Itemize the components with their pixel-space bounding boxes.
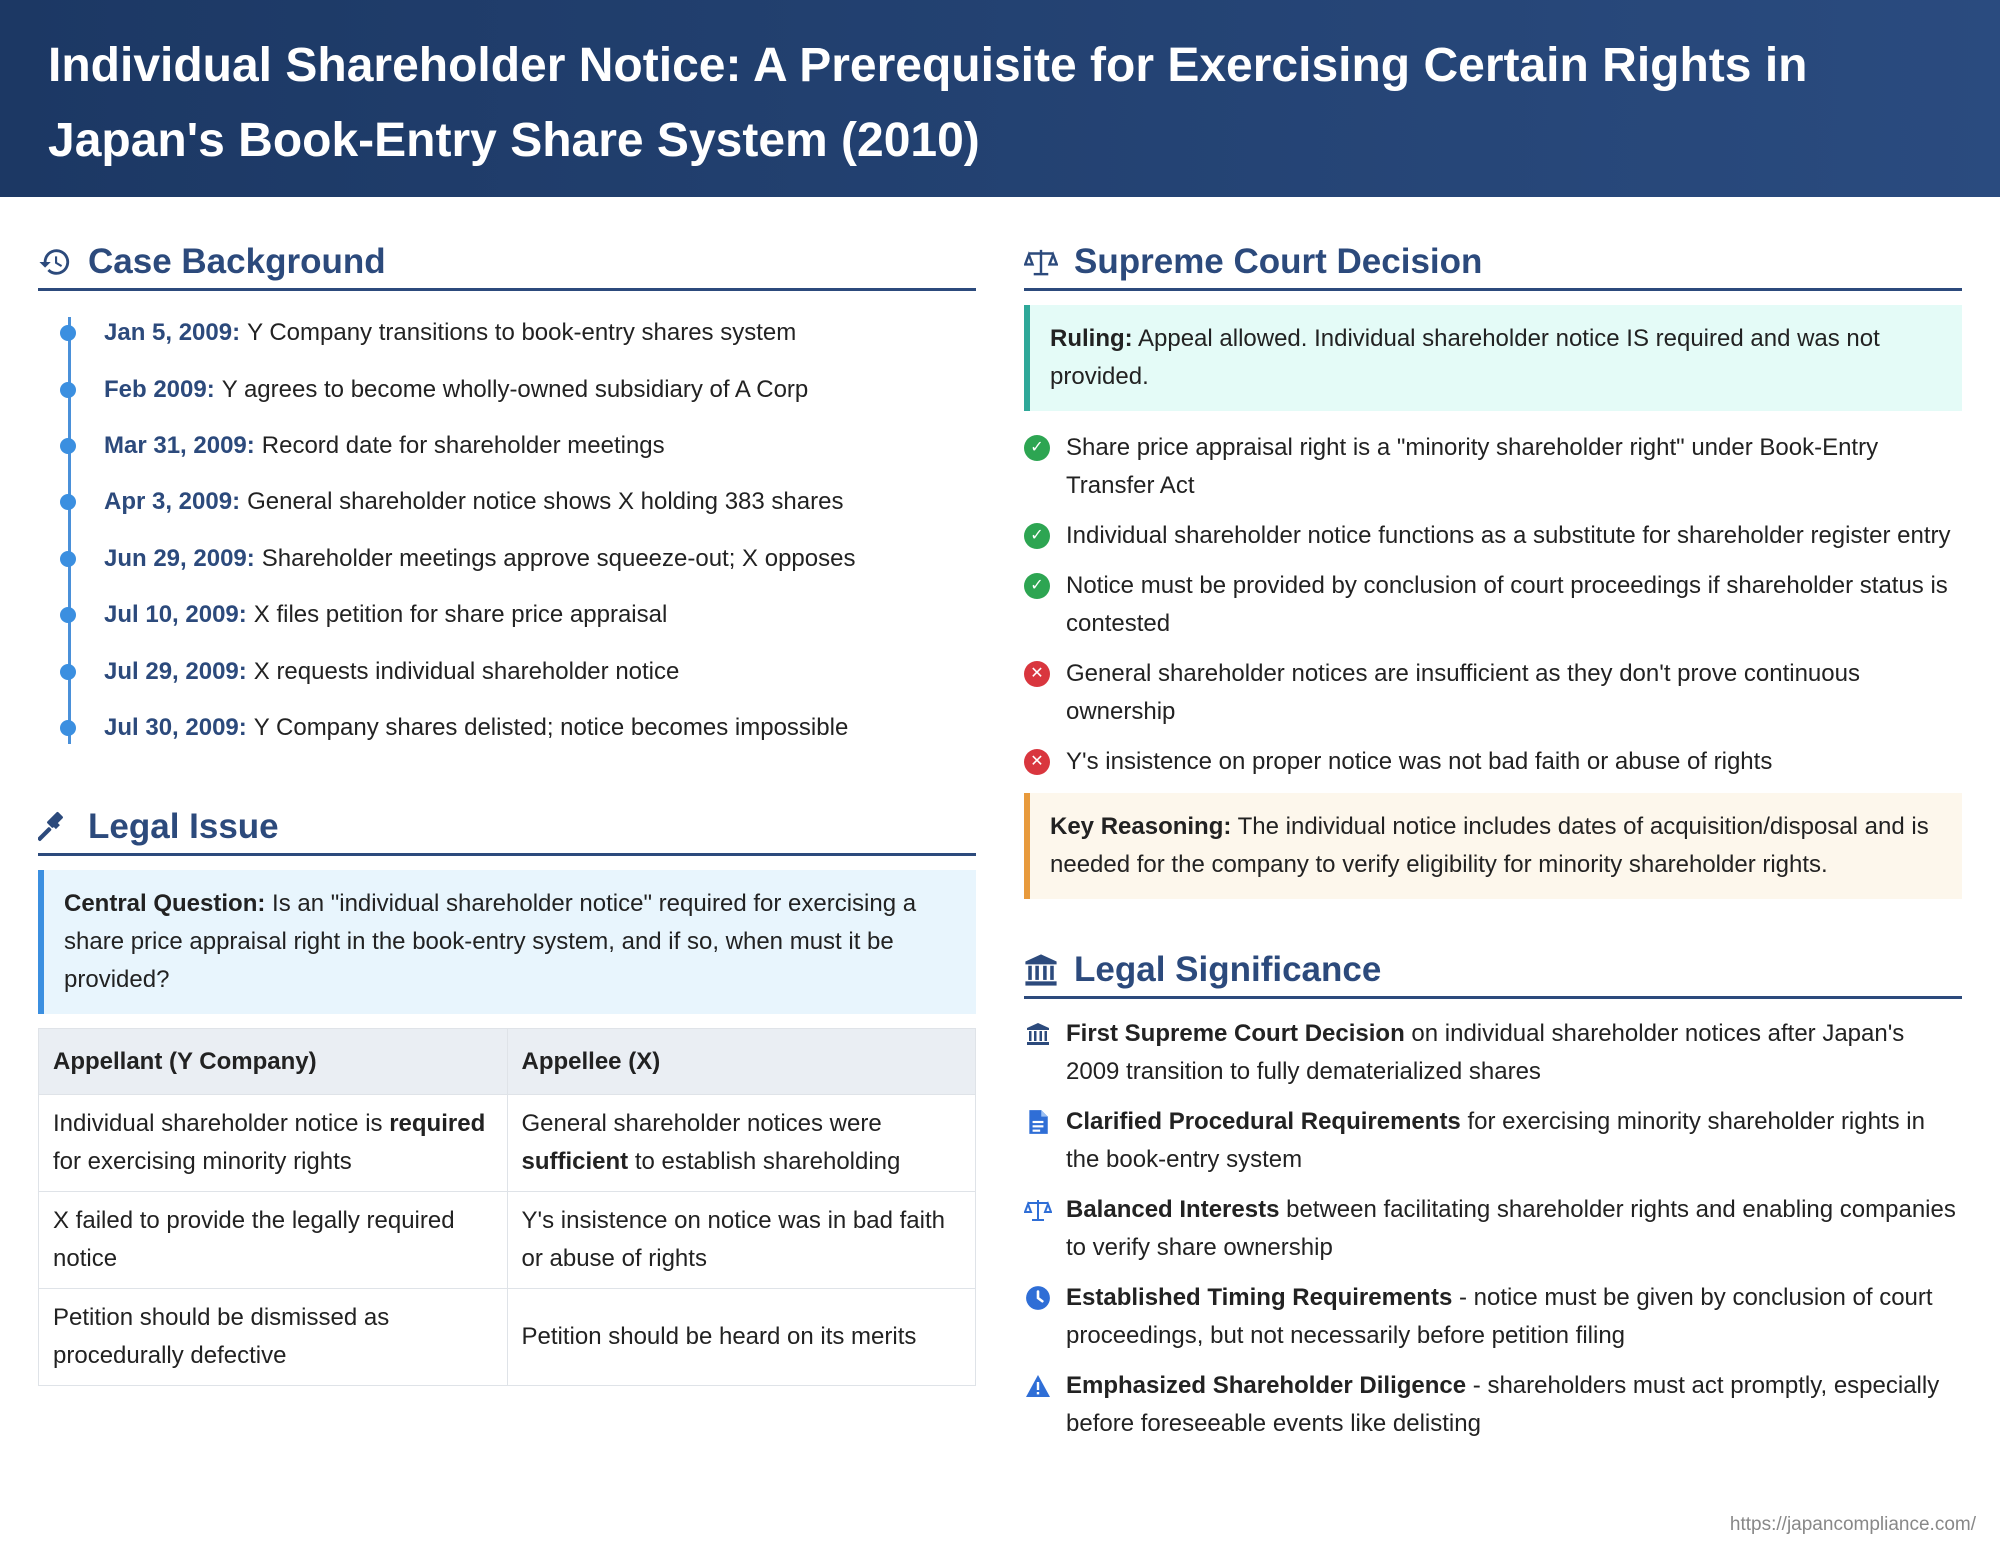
list-item	[1024, 567, 1962, 643]
table-row	[39, 1289, 976, 1386]
x-circle-icon: ✕	[1024, 661, 1050, 687]
warning-icon	[1024, 1372, 1052, 1400]
callout-label: Central Question:	[64, 890, 266, 918]
timeline-item	[104, 700, 976, 756]
timeline-date: Jul 10, 2009:	[104, 601, 247, 629]
table-row	[39, 1192, 976, 1289]
scales-icon	[1024, 1196, 1052, 1224]
timeline-dot	[60, 607, 76, 623]
timeline-dot	[60, 438, 76, 454]
item-text: on individual shareholder notices after Japan's 2009 transition to fully dematerialized shares	[1066, 1020, 1905, 1085]
list-item	[1024, 1191, 1962, 1267]
courthouse-icon	[1024, 1020, 1052, 1048]
callout-text: Is an "individual shareholder notice" required for exercising a share price appraisal right in the book-entry system, and if so, when must it be provided?	[64, 890, 917, 994]
timeline	[38, 305, 976, 756]
timeline-text: Y Company transitions to book-entry shares system	[247, 319, 797, 347]
right-column	[1024, 235, 1962, 1455]
central-question-callout	[38, 870, 976, 1014]
table-cell	[507, 1192, 976, 1289]
timeline-item	[104, 474, 976, 530]
callout-label: Ruling:	[1050, 325, 1133, 352]
scales-icon	[1024, 245, 1058, 279]
cell-text: Petition should be heard on its merits	[521, 1323, 917, 1351]
table-row	[39, 1095, 976, 1192]
item-bold: Established Timing Requirements	[1066, 1284, 1453, 1311]
clock-icon	[1024, 1284, 1052, 1312]
key-reasoning-callout	[1024, 793, 1962, 899]
cell-text: Petition should be dismissed as procedurally defective	[53, 1304, 390, 1370]
timeline-date: Jan 5, 2009:	[104, 319, 241, 347]
check-circle-icon: ✓	[1024, 573, 1050, 599]
left-column	[38, 235, 976, 1386]
supreme-court-decision-heading	[1024, 235, 1962, 291]
section-title: Legal Issue	[88, 806, 279, 846]
timeline-dot	[60, 551, 76, 567]
timeline-item	[104, 418, 976, 474]
list-item	[1024, 1015, 1962, 1091]
table-cell	[507, 1289, 976, 1386]
timeline-dot	[60, 382, 76, 398]
timeline-text: Y Company shares delisted; notice becomes impossible	[253, 713, 849, 741]
callout-label: Key Reasoning:	[1050, 813, 1232, 840]
timeline-dot	[60, 494, 76, 510]
point-text: Y's insistence on proper notice was not bad faith or abuse of rights	[1066, 748, 1773, 775]
cell-text: Y's insistence on notice was in bad faith or abuse of rights	[521, 1207, 945, 1273]
point-text: Share price appraisal right is a "minority shareholder right" under Book-Entry Transfer Act	[1066, 434, 1879, 499]
list-item	[1024, 1367, 1962, 1443]
item-text: between facilitating shareholder rights and enabling companies to verify share ownership	[1066, 1196, 1956, 1261]
list-item	[1024, 517, 1962, 555]
check-circle-icon: ✓	[1024, 435, 1050, 461]
timeline-item	[104, 587, 976, 643]
item-bold: First Supreme Court Decision	[1066, 1020, 1405, 1047]
legal-issue-heading	[38, 800, 976, 856]
document-icon	[1024, 1108, 1052, 1136]
page-header	[0, 0, 2000, 197]
cell-text: General shareholder notices were	[521, 1110, 882, 1138]
list-item	[1024, 743, 1962, 781]
timeline-date: Jul 29, 2009:	[104, 657, 247, 685]
timeline-date: Jul 30, 2009:	[104, 713, 247, 741]
list-item	[1024, 429, 1962, 505]
timeline-text: Shareholder meetings approve squeeze-out; X opposes	[261, 544, 856, 572]
section-title: Case Background	[88, 241, 386, 281]
table-cell	[507, 1095, 976, 1192]
timeline-text: General shareholder notice shows X holding 383 shares	[247, 488, 844, 516]
case-background-heading	[38, 235, 976, 291]
legal-significance-heading	[1024, 943, 1962, 999]
footer-url: https://japancompliance.com/	[1729, 1514, 1976, 1535]
timeline-date: Jun 29, 2009:	[104, 544, 255, 572]
timeline-item	[104, 643, 976, 699]
timeline-text: X requests individual shareholder notice	[253, 657, 680, 685]
timeline-date: Mar 31, 2009:	[104, 431, 255, 459]
check-circle-icon: ✓	[1024, 523, 1050, 549]
timeline-text: X files petition for share price appraisal	[253, 601, 668, 629]
cell-text: for exercising minority rights	[53, 1148, 352, 1176]
item-text: - shareholders must act promptly, especially before foreseeable events like delisting	[1066, 1372, 1940, 1437]
timeline-dot	[60, 325, 76, 341]
gavel-icon	[38, 810, 72, 844]
callout-text: The individual notice includes dates of acquisition/disposal and is needed for the company to verify eligibility for minority shareholder rights.	[1050, 813, 1929, 878]
courthouse-icon	[1024, 953, 1058, 987]
timeline-text: Y agrees to become wholly-owned subsidiary of A Corp	[221, 375, 809, 403]
point-text: Individual shareholder notice functions as a substitute for shareholder register entry	[1066, 522, 1951, 549]
timeline-item	[104, 531, 976, 587]
history-icon	[38, 245, 72, 279]
cell-text: to establish shareholding	[628, 1148, 901, 1176]
table-header-row	[39, 1029, 976, 1095]
item-bold: Emphasized Shareholder Diligence	[1066, 1372, 1467, 1399]
arguments-table	[38, 1028, 976, 1386]
page-title: Individual Shareholder Notice: A Prerequisite for Exercising Certain Rights in Japan's Book-Entry Share System (2010)	[48, 39, 1808, 167]
timeline-item	[104, 305, 976, 361]
item-text: - notice must be given by conclusion of court proceedings, but not necessarily before petition filing	[1066, 1284, 1933, 1349]
cell-text: X failed to provide the legally required notice	[53, 1207, 455, 1273]
section-title: Legal Significance	[1074, 949, 1382, 989]
list-item	[1024, 1103, 1962, 1179]
section-title: Supreme Court Decision	[1074, 241, 1483, 281]
timeline-date: Feb 2009:	[104, 375, 215, 403]
timeline-dot	[60, 664, 76, 680]
item-bold: Balanced Interests	[1066, 1196, 1280, 1223]
significance-list	[1024, 1015, 1962, 1443]
cell-emphasis: required	[389, 1110, 486, 1138]
x-circle-icon: ✕	[1024, 749, 1050, 775]
decision-points	[1024, 429, 1962, 781]
point-text: Notice must be provided by conclusion of court proceedings if shareholder status is contested	[1066, 572, 1948, 637]
point-text: General shareholder notices are insufficient as they don't prove continuous ownership	[1066, 660, 1860, 725]
timeline-text: Record date for shareholder meetings	[261, 431, 665, 459]
timeline-dot	[60, 720, 76, 736]
timeline-date: Apr 3, 2009:	[104, 488, 241, 516]
ruling-callout	[1024, 305, 1962, 411]
table-cell	[39, 1192, 508, 1289]
table-header-appellant: Appellant (Y Company)	[39, 1029, 508, 1095]
list-item	[1024, 1279, 1962, 1355]
item-bold: Clarified Procedural Requirements	[1066, 1108, 1461, 1135]
item-text: for exercising minority shareholder rights in the book-entry system	[1066, 1108, 1925, 1173]
table-header-appellee: Appellee (X)	[507, 1029, 976, 1095]
callout-text: Appeal allowed. Individual shareholder notice IS required and was not provided.	[1050, 325, 1880, 390]
timeline-item	[104, 361, 976, 417]
list-item	[1024, 655, 1962, 731]
table-cell	[39, 1095, 508, 1192]
table-cell	[39, 1289, 508, 1386]
cell-emphasis: sufficient	[521, 1148, 629, 1176]
cell-text: Individual shareholder notice is	[53, 1110, 390, 1138]
